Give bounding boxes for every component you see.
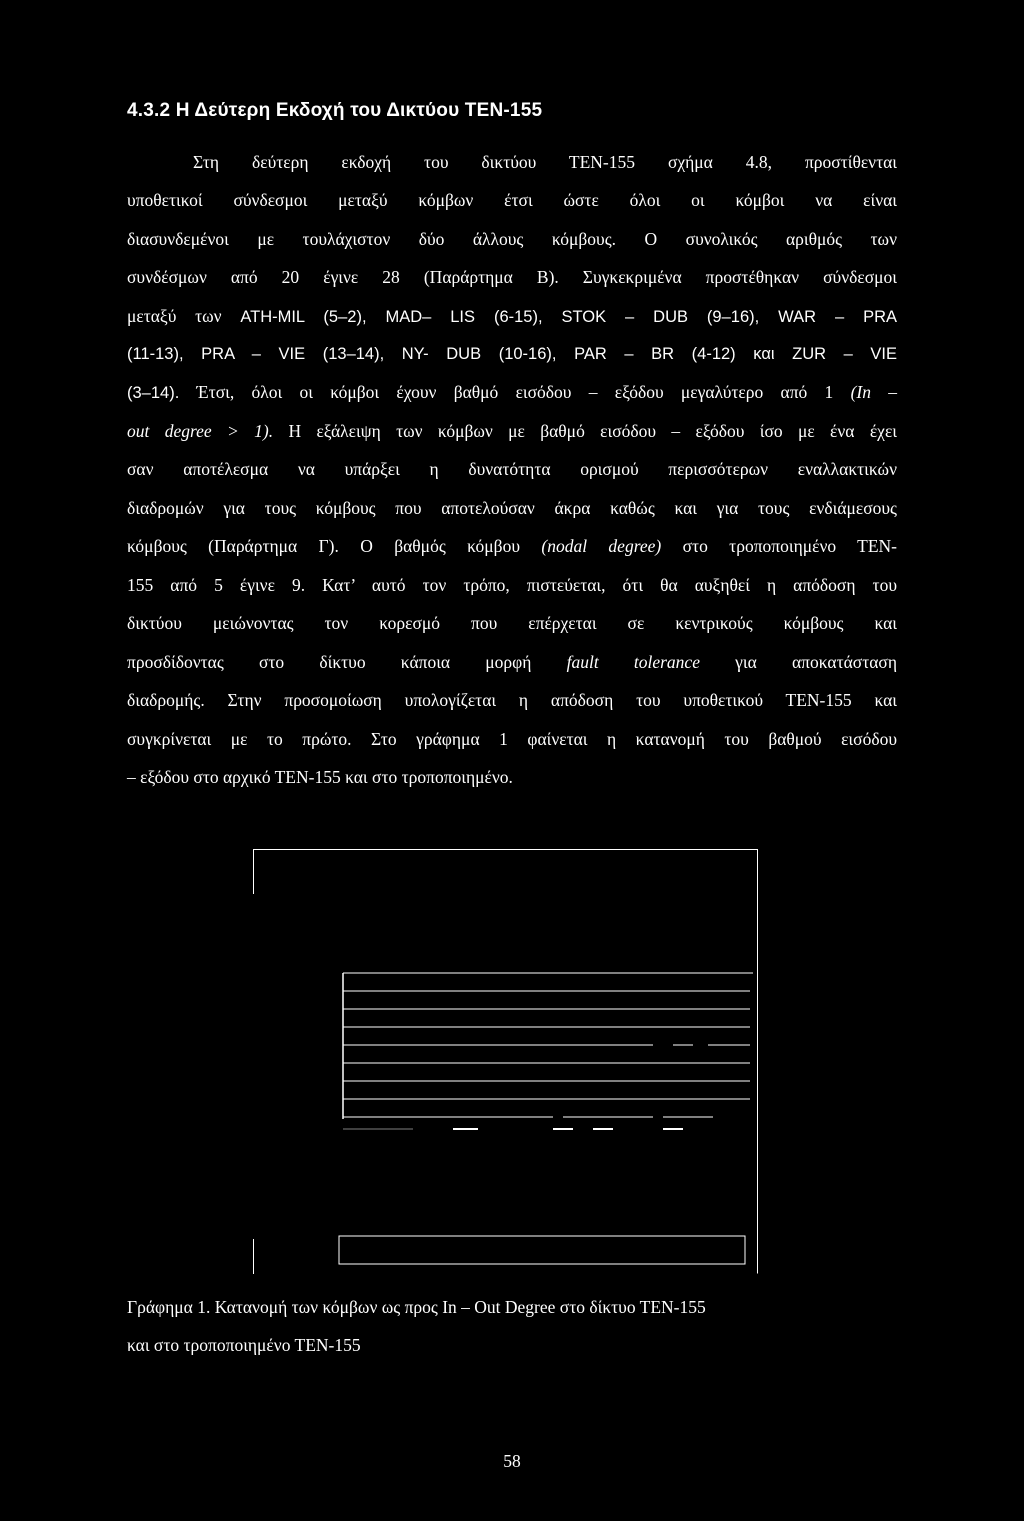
text-segment: Η εξάλειψη των κόμβων με βαθμό εισόδου – εξόδου ίσο με ένα έχει [273,421,897,441]
paragraph-line: δικτύου μειώνοντας τον κορεσμό που επέρχεται σε κεντρικούς κόμβους και [127,613,897,633]
paragraph-line: συγκρίνεται με το πρώτο. Στο γράφημα 1 φαίνεται η κατανομή του βαθμού εισόδου [127,729,897,749]
figure-frame [253,849,758,1274]
paragraph-line: Στη δεύτερη εκδοχή του δικτύου ΤΕΝ-155 σχήμα 4.8, προστίθενται [193,152,897,172]
paragraph-line: – εξόδου στο αρχικό ΤΕΝ-155 και στο τροποποιημένο. [127,767,513,787]
paragraph-line: διαδρομών για τους κόμβους που αποτελούσαν άκρα καθώς και για τους ενδιάμεσους [127,498,897,518]
paragraph-line: συνδέσμων από 20 έγινε 28 (Παράρτημα Β). Συγκεκριμένα προστέθηκαν σύνδεσμοι [127,267,897,287]
text-segment: στο τροποποιημένο ΤΕΝ- [661,536,898,556]
text-segment: Έτσι, όλοι οι κόμβοι έχουν βαθμό εισόδου – εξόδου μεγαλύτερο από 1 [179,382,851,402]
paragraph-line: σαν αποτέλεσμα να υπάρξει η δυνατότητα ορισμού περισσότερων εναλλακτικών [127,459,897,479]
figure-caption: και στο τροποποιημένο ΤΕΝ-155 [127,1335,361,1355]
paragraph-line: (11-13), PRA – VIE (13–14), NY- DUB (10-16), PAR – BR (4-12) και ZUR – VIE [127,345,897,363]
text-segment: κόμβους (Παράρτημα Γ). Ο βαθμός κόμβου [127,536,542,556]
text-segment: ATH-MIL (5–2), MAD– LIS (6-15), STOK – DUB (9–16), WAR – PRA [240,308,897,326]
paragraph-line [127,651,897,673]
text-segment: (nodal degree) [541,536,662,556]
paragraph-line [127,305,897,328]
figure-caption: Γράφημα 1. Κατανομή των κόμβων ως προς In – Out Degree στο δίκτυο ΤΕΝ-155 [127,1297,706,1317]
paragraph-line: διαδρομής. Στην προσομοίωση υπολογίζεται η απόδοση του υποθετικού ΤΕΝ-155 και [127,690,897,710]
section-heading: 4.3.2 Η Δεύτερη Εκδοχή του Δικτύου ΤΕΝ-155 [127,100,543,121]
figure-graphic [253,849,758,1274]
text-segment: για αποκατάσταση [699,652,897,672]
paragraph-line: 155 από 5 έγινε 9. Κατ’ αυτό τον τρόπο, πιστεύεται, ότι θα αυξηθεί η απόδοση του [127,575,897,595]
paragraph-line: διασυνδεμένοι με τουλάχιστον δύο άλλους κόμβους. Ο συνολικός αριθμός των [127,229,897,249]
text-segment: out degree > 1). [127,421,274,441]
text-segment: (3–14). [127,384,180,402]
legend-box [339,1236,745,1264]
page-number: 58 [503,1451,521,1471]
paragraph-line: υποθετικοί σύνδεσμοι μεταξύ κόμβων έτσι ώστε όλοι οι κόμβοι να είναι [127,190,897,210]
paragraph-line [127,381,897,404]
text-segment: (In – [850,382,898,402]
text-segment: μεταξύ των [127,306,241,326]
paragraph-line [127,420,897,442]
text-segment: προσδίδοντας στο δίκτυο κάποια μορφή [127,652,567,672]
text-segment: fault tolerance [566,652,700,672]
paragraph-line [127,535,897,557]
